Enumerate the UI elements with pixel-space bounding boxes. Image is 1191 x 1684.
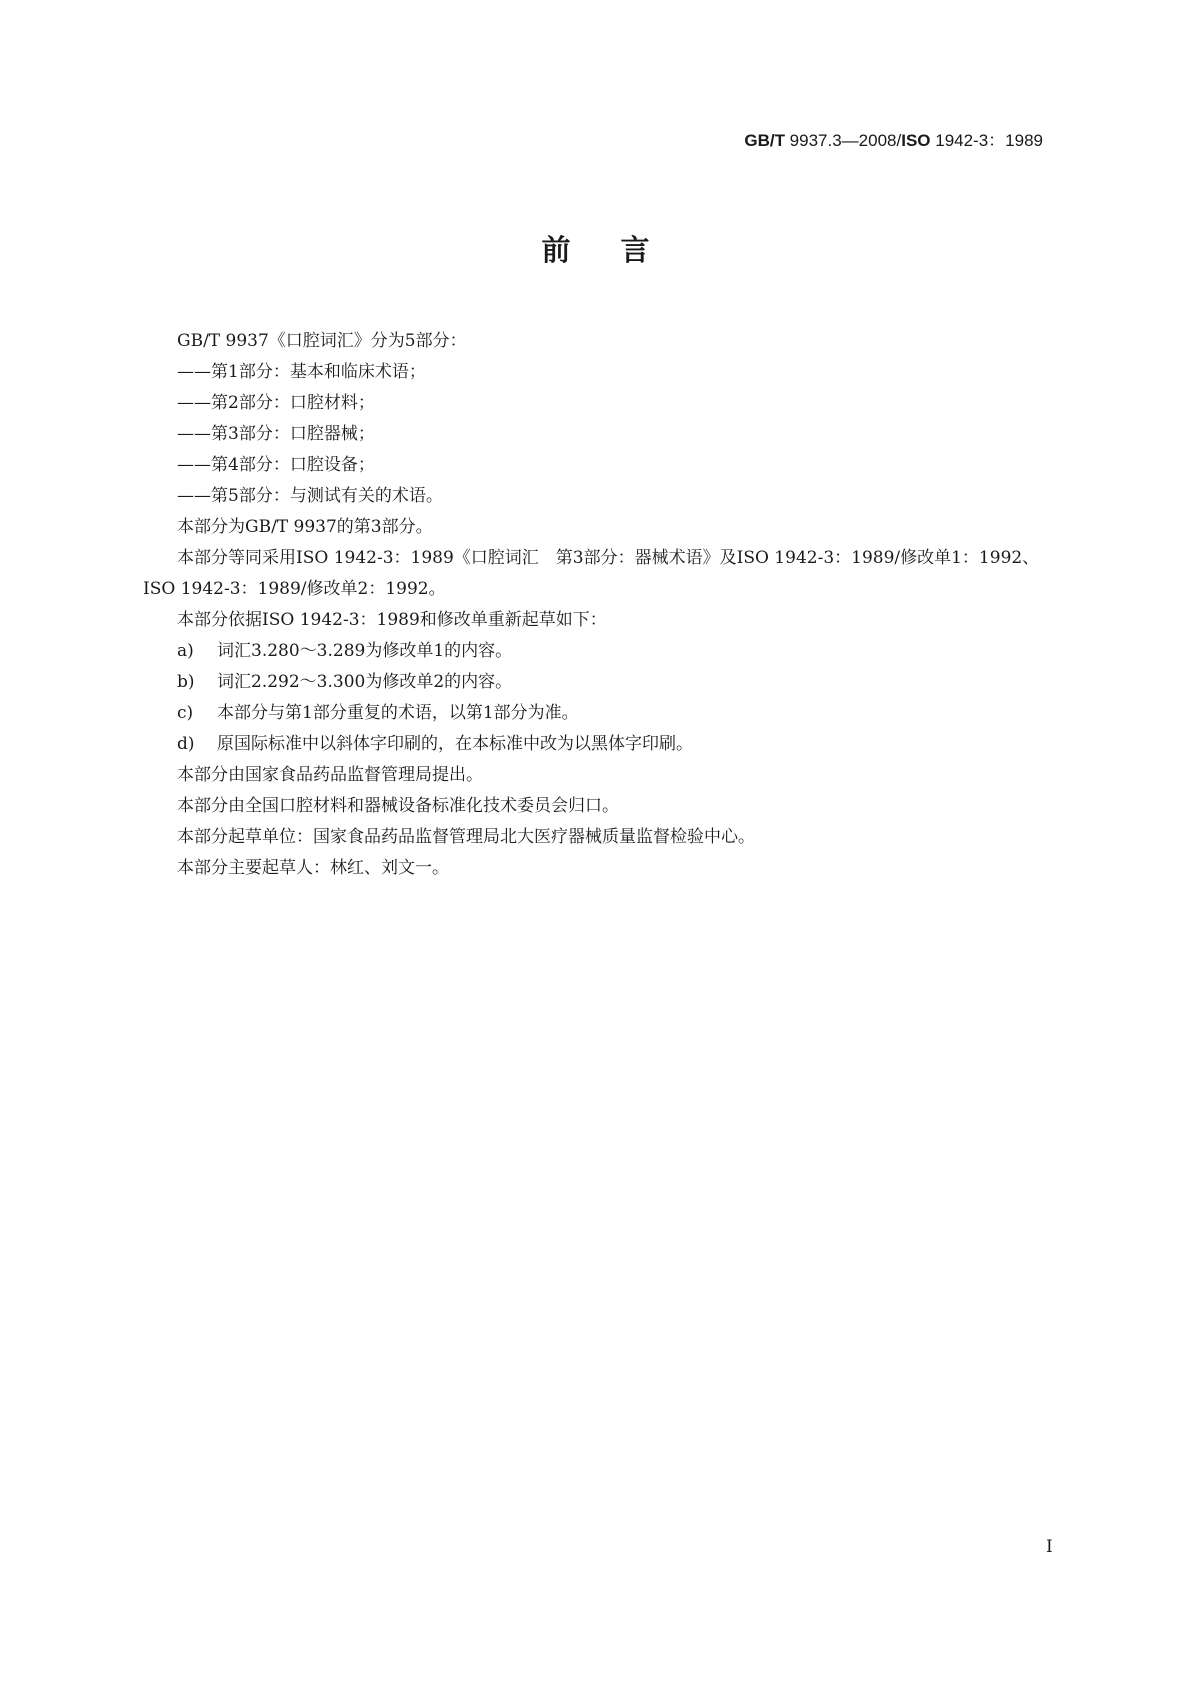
list-item-text: 词汇3.280～3.289为修改单1的内容。 xyxy=(217,641,513,661)
page-number: I xyxy=(1046,1537,1053,1557)
standard-number-header xyxy=(744,126,1043,151)
redraft-list-item xyxy=(143,636,1067,667)
managed-by-paragraph: 本部分由全国口腔材料和器械设备标准化技术委员会归口。 xyxy=(177,796,619,816)
list-marker: b) xyxy=(177,672,195,692)
list-item-text: 词汇2.292～3.300为修改单2的内容。 xyxy=(217,672,513,692)
this-part-paragraph: 本部分为GB/T 9937的第3部分。 xyxy=(177,517,433,537)
proposed-by-paragraph: 本部分由国家食品药品监督管理局提出。 xyxy=(177,765,483,785)
redraft-list-item xyxy=(143,729,1067,760)
list-marker: d) xyxy=(177,734,195,754)
standard-prefix-iso: ISO xyxy=(901,131,931,150)
iso-number: 1942-3：1989 xyxy=(930,131,1043,150)
standard-prefix-gbt: GB/T xyxy=(744,131,785,150)
part-list-item: ——第2部分：口腔材料； xyxy=(177,393,375,413)
drafting-unit-paragraph: 本部分起草单位：国家食品药品监督管理局北大医疗器械质量监督检验中心。 xyxy=(177,827,755,847)
redraft-list-item xyxy=(143,667,1067,698)
page-title: 前言 xyxy=(541,233,700,267)
redraft-intro-paragraph: 本部分依据ISO 1942-3：1989和修改单重新起草如下： xyxy=(177,610,607,630)
part-list-item: ——第3部分：口腔器械； xyxy=(177,424,375,444)
list-item-text: 本部分与第1部分重复的术语，以第1部分为准。 xyxy=(217,703,579,723)
foreword-body xyxy=(143,326,1067,884)
intro-paragraph: GB/T 9937《口腔词汇》分为5部分： xyxy=(177,331,467,351)
part-list-item: ——第4部分：口腔设备； xyxy=(177,455,375,475)
list-item-text: 原国际标准中以斜体字印刷的，在本标准中改为以黑体字印刷。 xyxy=(217,734,693,754)
part-list-item: ——第1部分：基本和临床术语； xyxy=(177,362,426,382)
part-list-item: ——第5部分：与测试有关的术语。 xyxy=(177,486,443,506)
list-marker: c) xyxy=(177,703,194,723)
redraft-list-item xyxy=(143,698,1067,729)
list-marker: a) xyxy=(177,641,194,661)
standard-number: 9937.3—2008/ xyxy=(784,131,902,150)
adoption-paragraph: 本部分等同采用ISO 1942-3：1989《口腔词汇 第3部分：器械术语》及ISO 1942-3：1989/修改单1：1992、ISO 1942-3：1989/修改单2：1992。 xyxy=(143,548,1040,599)
drafters-paragraph: 本部分主要起草人：林红、刘文一。 xyxy=(177,858,449,878)
